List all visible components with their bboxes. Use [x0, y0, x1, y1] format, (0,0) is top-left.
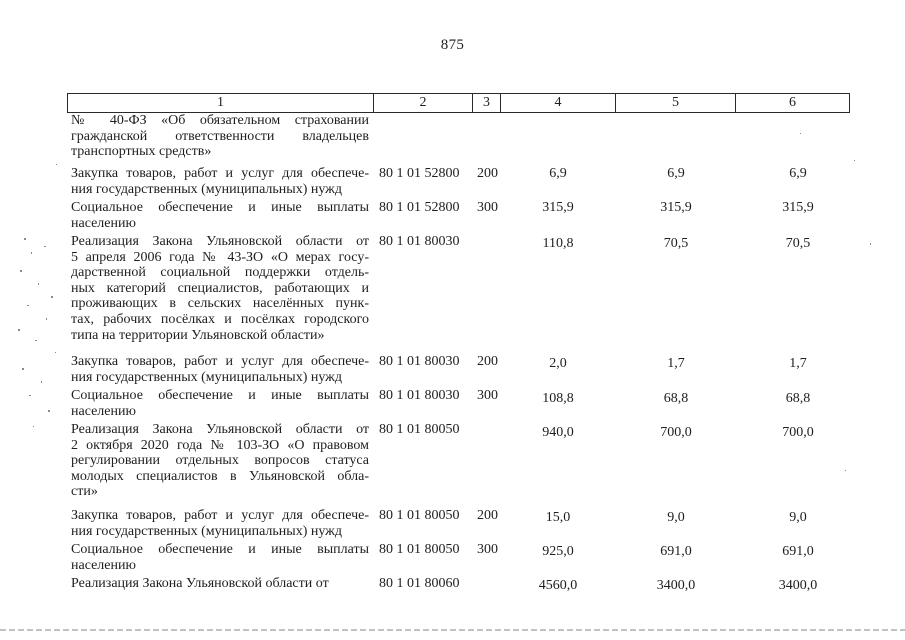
value-col-4: 2,0 — [549, 356, 567, 371]
expense-type: 300 — [477, 388, 498, 403]
header-col-5: 5 — [672, 95, 679, 110]
table-header-row — [67, 93, 850, 113]
description-line: населению — [71, 557, 136, 573]
value-col-5: 6,9 — [667, 166, 685, 181]
value-col-4: 925,0 — [542, 544, 574, 559]
row-description — [71, 576, 369, 592]
value-col-4: 940,0 — [542, 425, 574, 440]
value-col-5: 3400,0 — [656, 578, 696, 593]
value-col-5: 1,7 — [667, 356, 685, 371]
description-line: Социальное обеспечение и иные выплаты — [71, 542, 369, 557]
value-col-6: 3400,0 — [778, 578, 818, 593]
header-col-4: 4 — [554, 95, 562, 110]
target-code: 80 1 01 80050 — [379, 542, 460, 557]
target-code: 80 1 01 80050 — [379, 508, 460, 523]
value-col-5: 70,5 — [663, 236, 689, 251]
description-line: Закупка товаров, работ и услуг для обеспече- — [71, 354, 369, 369]
row-description — [71, 542, 369, 573]
description-line: населению — [71, 403, 136, 419]
description-line: ных категорий специалистов, работающих и — [71, 280, 369, 296]
description-line: ния государственных (муниципальных) нужд — [71, 523, 342, 539]
value-col-5: 315,9 — [660, 200, 692, 215]
value-col-5: 691,0 — [660, 544, 692, 559]
value-col-5: 68,8 — [663, 391, 689, 406]
description-line: гражданской ответственности владельцев — [71, 128, 369, 144]
description-line: Социальное обеспечение и иные выплаты — [71, 388, 369, 403]
target-code: 80 1 01 80030 — [379, 388, 460, 403]
value-col-4: 4560,0 — [538, 578, 578, 593]
row-description — [71, 422, 369, 500]
description-line: 2 октября 2020 года № 103-ЗО «О правовом — [71, 437, 369, 453]
header-col-1: 1 — [217, 95, 224, 110]
target-code: 80 1 01 80030 — [379, 354, 460, 369]
description-line: сти» — [71, 484, 98, 500]
description-line: регулировании отдельных вопросов статуса — [71, 453, 369, 469]
description-line: Реализация Закона Ульяновской области от — [71, 234, 369, 249]
description-line: молодых специалистов в Ульяновской обла- — [71, 468, 369, 484]
row-description — [71, 166, 369, 197]
value-col-6: 68,8 — [785, 391, 811, 406]
expense-type: 200 — [477, 508, 498, 523]
page-number: 875 — [440, 37, 465, 53]
description-line: Реализация Закона Ульяновской области от — [71, 576, 329, 591]
value-col-4: 6,9 — [549, 166, 567, 181]
description-line: проживающих в сельских населённых пунк- — [71, 296, 369, 312]
header-col-2: 2 — [419, 95, 427, 110]
value-col-4: 110,8 — [542, 236, 574, 251]
value-col-6: 691,0 — [782, 544, 814, 559]
value-col-5: 700,0 — [660, 425, 692, 440]
description-line: Социальное обеспечение и иные выплаты — [71, 200, 369, 215]
row-description — [71, 508, 369, 539]
expense-type: 200 — [477, 166, 498, 181]
value-col-4: 15,0 — [545, 510, 571, 525]
description-line: 5 апреля 2006 года № 43-ЗО «О мерах госу- — [71, 249, 369, 265]
description-line: дарственной социальной поддержки отдель- — [71, 265, 369, 281]
value-col-5: 9,0 — [667, 510, 685, 525]
description-line: тах, рабочих посёлках и посёлках городского — [71, 311, 369, 327]
description-line: ния государственных (муниципальных) нужд — [71, 369, 342, 385]
description-line: Закупка товаров, работ и услуг для обеспече- — [71, 508, 369, 523]
row-description — [71, 200, 369, 231]
value-col-6: 6,9 — [789, 166, 807, 181]
target-code: 80 1 01 80060 — [379, 576, 460, 591]
expense-type: 300 — [477, 200, 498, 215]
scan-edge — [0, 629, 905, 631]
value-col-4: 315,9 — [542, 200, 574, 215]
header-col-3: 3 — [483, 95, 490, 110]
row-description — [71, 113, 369, 160]
target-code: 80 1 01 80050 — [379, 422, 460, 437]
description-line: ния государственных (муниципальных) нужд — [71, 181, 342, 197]
header-col-6: 6 — [789, 95, 796, 110]
value-col-6: 9,0 — [789, 510, 807, 525]
description-line: транспортных средств» — [71, 144, 212, 160]
row-description — [71, 354, 369, 385]
target-code: 80 1 01 52800 — [379, 166, 460, 181]
value-col-6: 70,5 — [785, 236, 811, 251]
value-col-4: 108,8 — [542, 391, 574, 406]
description-line: населению — [71, 215, 136, 231]
row-description — [71, 388, 369, 419]
description-line: Реализация Закона Ульяновской области от — [71, 422, 369, 437]
description-line: Закупка товаров, работ и услуг для обеспече- — [71, 166, 369, 181]
description-line: типа на территории Ульяновской области» — [71, 327, 325, 343]
value-col-6: 1,7 — [789, 356, 807, 371]
expense-type: 300 — [477, 542, 498, 557]
value-col-6: 315,9 — [782, 200, 814, 215]
target-code: 80 1 01 52800 — [379, 200, 460, 215]
row-description — [71, 234, 369, 343]
expense-type: 200 — [477, 354, 498, 369]
target-code: 80 1 01 80030 — [379, 234, 460, 249]
description-line: № 40-ФЗ «Об обязательном страховании — [71, 113, 369, 128]
value-col-6: 700,0 — [782, 425, 814, 440]
